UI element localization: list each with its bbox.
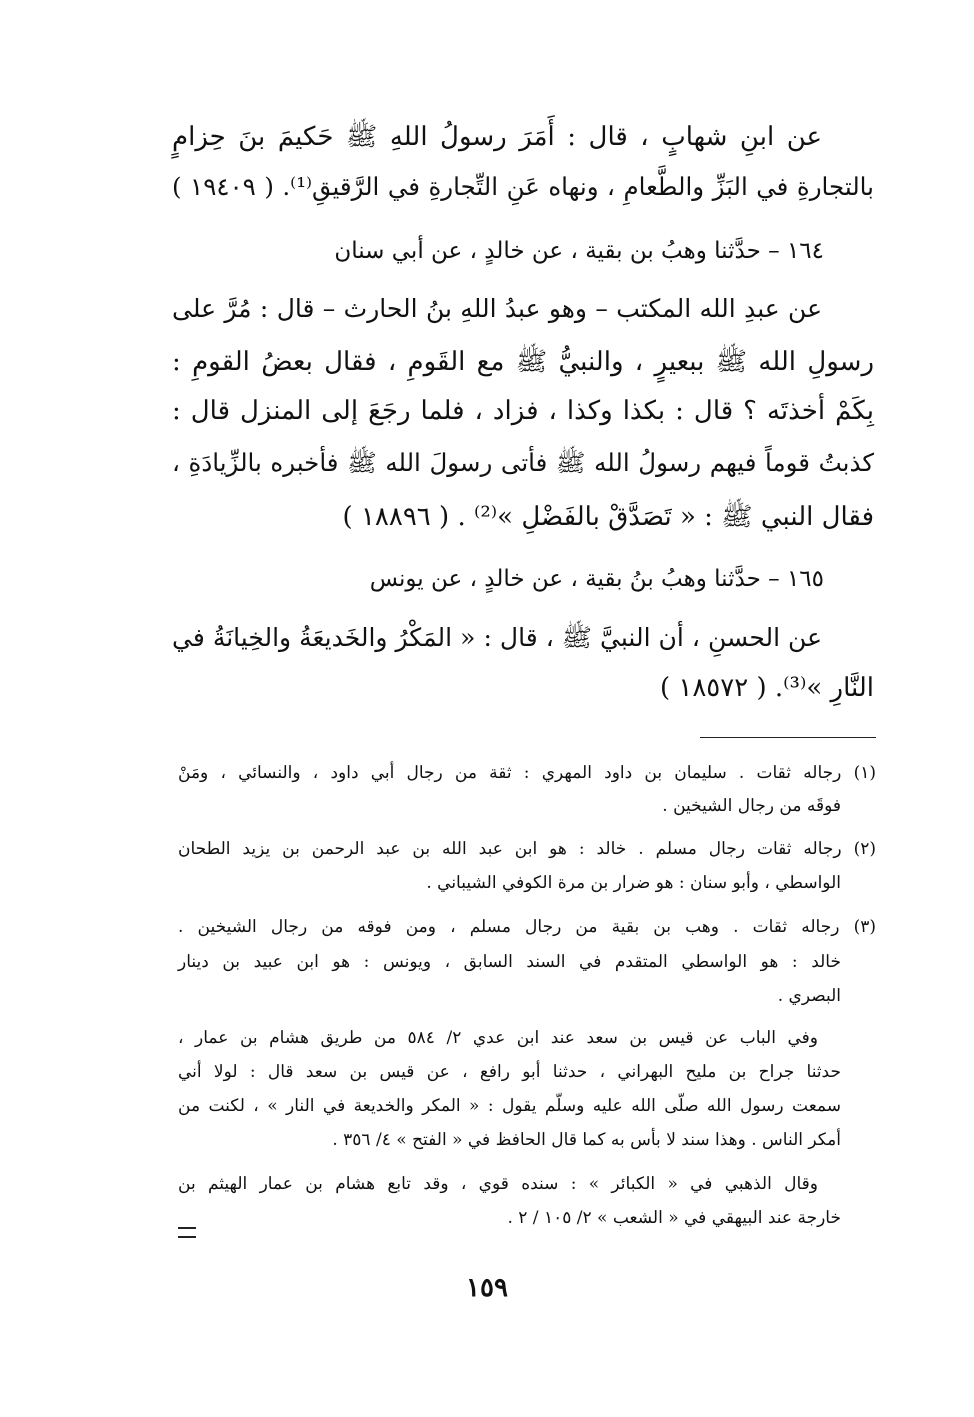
main-text-line: بِكَمْ أخذتَه ؟ قال : بكذا وكذا ، فزاد ، فلما رجَعَ إلى المنزل قال : [172, 396, 874, 426]
footnote-line: البصري . [777, 986, 841, 1006]
footnote-separator [700, 737, 876, 738]
footnote-line: فوقَه من رجال الشيخين . [662, 796, 841, 816]
footnote-line: حدثنا جراح بن مليح البهراني ، حدثنا أبو رافع ، عن قيس بن سعد قال : لولا أني [178, 1062, 841, 1082]
end-mark [178, 1227, 196, 1238]
footnote-1: (١) رجاله ثقات . سليمان بن داود المهري : ثقة من رجال أبي داود ، والنسائي ، ومَنْ [178, 763, 876, 783]
page-number: ١٥٩ [466, 1273, 508, 1303]
main-text-line: كذبتُ قوماً فيهم رسولُ الله ﷺ فأتى رسولَ الله ﷺ فأخبره بالزِّيادَةِ ، [172, 448, 874, 477]
main-text-line: عن الحسنِ ، أن النبيَّ ﷺ ، قال : « المَكْرُ والخَديعَةُ والخِيانَةُ في [172, 623, 822, 652]
main-text-line: عن عبدِ الله المكتب – وهو عبدُ اللهِ بنُ الحارث – قال : مُرَّ على [172, 294, 822, 323]
main-text-line: عن ابنِ شهابٍ ، قال : أَمَرَ رسولُ اللهِ ﷺ حَكيمَ بنَ حِزامٍ [172, 122, 822, 152]
footnote-line: وفي الباب عن قيس بن سعد عند ابن عدي ٢/ ٥٨٤ من طريق هشام بن عمار ، [178, 1028, 818, 1048]
main-text-line: فقال النبي ﷺ : « تَصَدَّقْ بالفَضْلِ »⁽²⁾ . ( ١٨٨٩٦ ) [342, 502, 874, 532]
main-text-line: بالتجارةِ في البَزِّ والطَّعامِ ، ونهاه عَنِ التِّجارةِ في الرَّقيقِ⁽¹⁾. ( ١٩٤٠٩ ) [172, 172, 874, 201]
footnote-line: خالد : هو الواسطي المتقدم في السند السابق ، ويونس : هو ابن عبيد بن دينار [178, 952, 841, 972]
footnote-line: الواسطي ، وأبو سنان : هو ضرار بن مرة الكوفي الشيباني . [426, 873, 841, 893]
footnote-line: خارجة عند البيهقي في « الشعب » ٢/ ١٠٥ / ٢ . [507, 1208, 841, 1228]
footnote-line: أمكر الناس . وهذا سند لا بأس به كما قال الحافظ في « الفتح » ٤/ ٣٥٦ . [332, 1130, 841, 1150]
footnote-line: وقال الذهبي في « الكبائر » : سنده قوي ، وقد تابع هشام بن عمار الهيثم بن [178, 1174, 818, 1194]
footnote-3: (٣) رجاله ثقات . وهب بن بقية من رجال مسلم ، ومن فوقه من رجال الشيخين . [178, 917, 876, 937]
footnote-line: سمعت رسول الله صلّى الله عليه وسلّم يقول : « المكر والخديعة في النار » ، لكنت من [178, 1096, 841, 1116]
isnad-line-164: ١٦٤ – حدَّثنا وهبُ بن بقية ، عن خالدٍ ، عن أبي سنان [334, 238, 824, 264]
main-text-line: رسولِ الله ﷺ ببعيرٍ ، والنبيُّ ﷺ مع القَومِ ، فقال بعضُ القومِ : [172, 347, 874, 377]
isnad-line-165: ١٦٥ – حدَّثنا وهبُ بنُ بقية ، عن خالدٍ ، عن يونس [369, 566, 824, 592]
footnote-2: (٢) رجاله ثقات رجال مسلم . خالد : هو ابن عبد الله بن عبد الرحمن بن يزيد الطحان [178, 839, 876, 859]
main-text-line: النَّارِ »⁽³⁾. ( ١٨٥٧٢ ) [659, 673, 874, 703]
